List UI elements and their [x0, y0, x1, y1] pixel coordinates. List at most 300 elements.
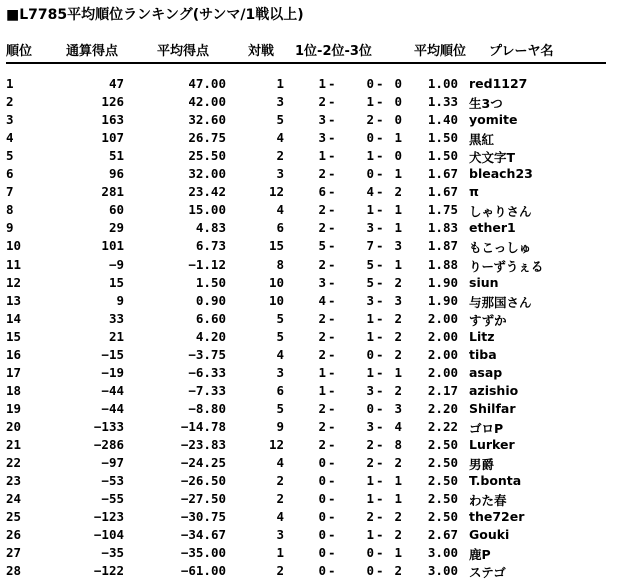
cell-first: 0 — [318, 509, 326, 525]
cell-avg: −6.33 — [188, 364, 226, 380]
cell-first: 2 — [318, 256, 326, 272]
cell-games: 3 — [276, 364, 284, 380]
cell-avg-rank: 1.33 — [427, 94, 458, 110]
cell-second: 0 — [366, 563, 374, 579]
cell-total: −44 — [101, 400, 124, 416]
cell-rank: 10 — [6, 238, 22, 254]
cell-sep: - — [328, 238, 336, 254]
cell-third: 0 — [394, 94, 402, 110]
cell-first: 2 — [318, 328, 326, 344]
cell-second: 5 — [366, 274, 374, 290]
cell-total: −9 — [108, 256, 124, 272]
cell-sep: - — [376, 148, 384, 164]
header-total: 通算得点 — [66, 44, 119, 59]
cell-rank: 24 — [6, 491, 22, 507]
cell-games: 1 — [276, 76, 284, 91]
cell-second: 0 — [366, 76, 374, 91]
cell-sep: - — [328, 274, 336, 290]
cell-player: ゴロP — [469, 420, 504, 436]
cell-sep: - — [376, 455, 384, 471]
cell-first: 2 — [318, 437, 326, 452]
cell-sep: - — [328, 130, 336, 146]
cell-rank: 5 — [6, 148, 14, 164]
cell-rank: 15 — [6, 328, 22, 344]
cell-first: 0 — [318, 527, 326, 543]
cell-rank: 17 — [6, 364, 22, 380]
cell-total: −123 — [93, 509, 124, 525]
cell-avg-rank: 1.50 — [427, 130, 458, 146]
cell-avg: −8.80 — [188, 400, 226, 416]
cell-sep: - — [376, 563, 384, 579]
cell-rank: 22 — [6, 455, 22, 471]
cell-total: −133 — [93, 418, 124, 434]
cell-rank: 18 — [6, 382, 22, 398]
table-row — [0, 491, 622, 509]
cell-sep: - — [376, 166, 384, 182]
cell-avg: −23.83 — [180, 437, 226, 452]
cell-avg-rank: 2.50 — [427, 455, 458, 471]
page-title: ■L7785平均順位ランキング(サンマ/1戦以上) — [6, 7, 304, 23]
cell-total: 21 — [108, 328, 124, 344]
cell-player: しゃりさん — [469, 204, 532, 220]
table-row — [0, 257, 622, 275]
cell-second: 1 — [366, 527, 374, 543]
cell-third: 1 — [394, 166, 402, 182]
cell-player: siun — [469, 274, 499, 290]
cell-first: 2 — [318, 400, 326, 416]
cell-first: 2 — [318, 166, 326, 182]
cell-games: 1 — [276, 545, 284, 561]
cell-second: 7 — [366, 238, 374, 254]
cell-third: 2 — [394, 184, 402, 200]
cell-sep: - — [376, 382, 384, 398]
cell-second: 1 — [366, 491, 374, 507]
cell-games: 4 — [276, 346, 284, 362]
cell-sep: - — [328, 545, 336, 561]
cell-sep: - — [328, 76, 336, 91]
table-row — [0, 148, 622, 166]
cell-player: ether1 — [469, 220, 516, 236]
cell-first: 0 — [318, 491, 326, 507]
cell-avg: −27.50 — [180, 491, 226, 507]
cell-rank: 14 — [6, 310, 22, 326]
cell-avg: 4.20 — [195, 328, 226, 344]
cell-total: −35 — [101, 545, 124, 561]
cell-third: 2 — [394, 310, 402, 326]
table-row — [0, 383, 622, 401]
cell-games: 3 — [276, 527, 284, 543]
cell-sep: - — [376, 418, 384, 434]
cell-sep: - — [376, 437, 384, 452]
cell-games: 4 — [276, 455, 284, 471]
cell-avg-rank: 1.67 — [427, 166, 458, 182]
cell-total: −19 — [101, 364, 124, 380]
cell-third: 3 — [394, 238, 402, 254]
cell-avg-rank: 2.00 — [427, 310, 458, 326]
cell-games: 12 — [268, 437, 284, 452]
cell-avg-rank: 2.00 — [427, 364, 458, 380]
cell-sep: - — [328, 112, 336, 128]
cell-sep: - — [376, 292, 384, 308]
cell-first: 2 — [318, 310, 326, 326]
cell-avg-rank: 1.50 — [427, 148, 458, 164]
cell-avg: 6.73 — [195, 238, 226, 254]
table-row — [0, 401, 622, 419]
table-row — [0, 76, 622, 94]
cell-sep: - — [328, 346, 336, 362]
cell-first: 3 — [318, 274, 326, 290]
table-row — [0, 130, 622, 148]
cell-player: bleach23 — [469, 166, 533, 182]
cell-sep: - — [376, 400, 384, 416]
cell-total: −55 — [101, 491, 124, 507]
cell-rank: 3 — [6, 112, 14, 128]
cell-total: 107 — [101, 130, 124, 146]
cell-games: 6 — [276, 220, 284, 236]
cell-third: 2 — [394, 509, 402, 525]
cell-rank: 23 — [6, 473, 22, 489]
cell-sep: - — [328, 220, 336, 236]
cell-games: 2 — [276, 148, 284, 164]
cell-avg-rank: 2.17 — [427, 382, 458, 398]
cell-avg-rank: 2.50 — [427, 491, 458, 507]
cell-player: tiba — [469, 346, 497, 362]
cell-avg: −30.75 — [180, 509, 226, 525]
cell-total: 47 — [108, 76, 124, 91]
cell-games: 5 — [276, 328, 284, 344]
cell-second: 1 — [366, 202, 374, 218]
cell-first: 0 — [318, 473, 326, 489]
cell-avg: 1.50 — [195, 274, 226, 290]
cell-player: すずか — [469, 312, 507, 328]
table-row — [0, 437, 622, 455]
cell-avg: −14.78 — [180, 418, 226, 434]
table-row — [0, 220, 622, 238]
cell-player: azishio — [469, 382, 519, 398]
cell-first: 2 — [318, 94, 326, 110]
cell-avg: 4.83 — [195, 220, 226, 236]
cell-total: 60 — [108, 202, 124, 218]
cell-total: 33 — [108, 310, 124, 326]
cell-second: 1 — [366, 310, 374, 326]
cell-avg: −1.12 — [188, 256, 226, 272]
cell-avg-rank: 3.00 — [427, 545, 458, 561]
cell-sep: - — [376, 94, 384, 110]
cell-sep: - — [376, 527, 384, 543]
cell-rank: 8 — [6, 202, 14, 218]
cell-player: the72er — [469, 509, 525, 525]
cell-player: asap — [469, 364, 503, 380]
cell-total: 29 — [108, 220, 124, 236]
cell-sep: - — [328, 473, 336, 489]
cell-avg: −7.33 — [188, 382, 226, 398]
cell-games: 3 — [276, 94, 284, 110]
cell-third: 1 — [394, 130, 402, 146]
cell-rank: 7 — [6, 184, 14, 200]
cell-total: 163 — [101, 112, 124, 128]
cell-second: 0 — [366, 130, 374, 146]
cell-games: 3 — [276, 166, 284, 182]
cell-player: π — [469, 184, 479, 200]
header-avg: 平均得点 — [157, 44, 210, 59]
cell-third: 1 — [394, 364, 402, 380]
cell-sep: - — [328, 455, 336, 471]
cell-first: 0 — [318, 455, 326, 471]
cell-total: −44 — [101, 382, 124, 398]
cell-games: 8 — [276, 256, 284, 272]
cell-second: 2 — [366, 112, 374, 128]
cell-avg: −3.75 — [188, 346, 226, 362]
table-row — [0, 184, 622, 202]
cell-total: 51 — [108, 148, 124, 164]
cell-avg: −35.00 — [180, 545, 226, 561]
cell-player: 犬文字T — [469, 150, 516, 166]
cell-total: 9 — [116, 292, 124, 308]
cell-rank: 6 — [6, 166, 14, 182]
cell-avg-rank: 2.67 — [427, 527, 458, 543]
cell-first: 5 — [318, 238, 326, 254]
cell-avg: 0.90 — [195, 292, 226, 308]
table-row — [0, 311, 622, 329]
cell-second: 3 — [366, 292, 374, 308]
cell-avg: 6.60 — [195, 310, 226, 326]
cell-first: 2 — [318, 346, 326, 362]
cell-first: 2 — [318, 418, 326, 434]
cell-avg-rank: 1.90 — [427, 292, 458, 308]
cell-games: 2 — [276, 473, 284, 489]
cell-first: 0 — [318, 563, 326, 579]
cell-sep: - — [328, 400, 336, 416]
header-places: 1位-2位-3位 — [295, 44, 372, 59]
header-games: 対戦 — [248, 44, 275, 59]
cell-player: 鹿P — [469, 547, 491, 563]
table-row — [0, 527, 622, 545]
cell-avg-rank: 2.22 — [427, 418, 458, 434]
cell-games: 12 — [268, 184, 284, 200]
cell-second: 0 — [366, 545, 374, 561]
cell-first: 0 — [318, 545, 326, 561]
cell-second: 0 — [366, 346, 374, 362]
cell-third: 2 — [394, 328, 402, 344]
cell-third: 2 — [394, 346, 402, 362]
cell-second: 3 — [366, 418, 374, 434]
cell-games: 9 — [276, 418, 284, 434]
cell-sep: - — [328, 418, 336, 434]
header-avg-rank: 平均順位 — [414, 44, 467, 59]
cell-second: 1 — [366, 94, 374, 110]
cell-third: 1 — [394, 545, 402, 561]
cell-second: 4 — [366, 184, 374, 200]
cell-avg-rank: 1.40 — [427, 112, 458, 128]
cell-rank: 9 — [6, 220, 14, 236]
cell-rank: 21 — [6, 437, 22, 452]
cell-sep: - — [328, 509, 336, 525]
table-row — [0, 94, 622, 112]
cell-first: 3 — [318, 130, 326, 146]
cell-games: 2 — [276, 563, 284, 579]
cell-avg: 26.75 — [188, 130, 226, 146]
cell-third: 2 — [394, 274, 402, 290]
cell-sep: - — [376, 491, 384, 507]
cell-sep: - — [376, 238, 384, 254]
cell-games: 5 — [276, 310, 284, 326]
cell-games: 4 — [276, 509, 284, 525]
cell-games: 5 — [276, 112, 284, 128]
cell-avg-rank: 1.67 — [427, 184, 458, 200]
cell-avg: 25.50 — [188, 148, 226, 164]
cell-total: 101 — [101, 238, 124, 254]
cell-total: −286 — [93, 437, 124, 452]
cell-third: 3 — [394, 292, 402, 308]
table-row — [0, 238, 622, 256]
cell-player: わた春 — [469, 493, 507, 509]
cell-sep: - — [376, 112, 384, 128]
cell-sep: - — [376, 202, 384, 218]
cell-total: −122 — [93, 563, 124, 579]
cell-avg-rank: 1.83 — [427, 220, 458, 236]
cell-second: 0 — [366, 400, 374, 416]
cell-avg: 15.00 — [188, 202, 226, 218]
cell-avg-rank: 1.88 — [427, 256, 458, 272]
cell-first: 4 — [318, 292, 326, 308]
cell-player: Litz — [469, 328, 495, 344]
cell-third: 8 — [394, 437, 402, 452]
cell-avg: 32.60 — [188, 112, 226, 128]
header-divider — [6, 62, 606, 64]
cell-sep: - — [328, 256, 336, 272]
cell-games: 10 — [268, 292, 284, 308]
cell-avg: 32.00 — [188, 166, 226, 182]
cell-sep: - — [328, 202, 336, 218]
header-player: プレーヤ名 — [489, 44, 554, 59]
cell-rank: 26 — [6, 527, 22, 543]
cell-avg-rank: 2.00 — [427, 328, 458, 344]
cell-avg-rank: 1.00 — [427, 76, 458, 91]
cell-games: 2 — [276, 491, 284, 507]
cell-sep: - — [376, 76, 384, 91]
cell-sep: - — [328, 491, 336, 507]
cell-second: 2 — [366, 455, 374, 471]
cell-sep: - — [328, 364, 336, 380]
cell-rank: 4 — [6, 130, 14, 146]
cell-rank: 13 — [6, 292, 22, 308]
header-rank: 順位 — [6, 44, 33, 59]
cell-avg-rank: 2.50 — [427, 509, 458, 525]
cell-avg-rank: 1.87 — [427, 238, 458, 254]
table-row — [0, 545, 622, 563]
cell-sep: - — [328, 563, 336, 579]
cell-third: 1 — [394, 256, 402, 272]
cell-sep: - — [328, 148, 336, 164]
cell-rank: 2 — [6, 94, 14, 110]
cell-total: 126 — [101, 94, 124, 110]
table-row — [0, 293, 622, 311]
cell-rank: 11 — [6, 256, 22, 272]
cell-player: yomite — [469, 112, 518, 128]
cell-first: 6 — [318, 184, 326, 200]
cell-total: −53 — [101, 473, 124, 489]
cell-player: red1127 — [469, 76, 528, 91]
table-row — [0, 347, 622, 365]
table-row — [0, 166, 622, 184]
cell-avg-rank: 2.20 — [427, 400, 458, 416]
cell-rank: 27 — [6, 545, 22, 561]
cell-player: 黒紅 — [469, 132, 495, 148]
cell-sep: - — [328, 437, 336, 452]
cell-avg-rank: 2.00 — [427, 346, 458, 362]
cell-avg-rank: 1.75 — [427, 202, 458, 218]
cell-first: 3 — [318, 112, 326, 128]
cell-third: 1 — [394, 473, 402, 489]
cell-games: 5 — [276, 400, 284, 416]
cell-player: T.bonta — [469, 473, 522, 489]
cell-games: 6 — [276, 382, 284, 398]
cell-third: 2 — [394, 527, 402, 543]
cell-player: Gouki — [469, 527, 510, 543]
cell-sep: - — [376, 256, 384, 272]
cell-third: 2 — [394, 455, 402, 471]
cell-player: 与那国さん — [469, 294, 532, 310]
cell-third: 3 — [394, 400, 402, 416]
cell-sep: - — [376, 545, 384, 561]
table-row — [0, 419, 622, 437]
cell-rank: 16 — [6, 346, 22, 362]
cell-third: 1 — [394, 202, 402, 218]
table-row — [0, 112, 622, 130]
cell-avg: −61.00 — [180, 563, 226, 579]
cell-second: 1 — [366, 473, 374, 489]
cell-sep: - — [376, 473, 384, 489]
cell-player: りーずうぇる — [469, 258, 544, 274]
cell-games: 15 — [268, 238, 284, 254]
cell-sep: - — [328, 166, 336, 182]
cell-rank: 28 — [6, 563, 22, 579]
cell-sep: - — [376, 274, 384, 290]
cell-third: 2 — [394, 563, 402, 579]
table-row — [0, 455, 622, 473]
table-row — [0, 329, 622, 347]
cell-rank: 19 — [6, 400, 22, 416]
cell-player: 男爵 — [469, 457, 495, 473]
cell-rank: 25 — [6, 509, 22, 525]
cell-total: −97 — [101, 455, 124, 471]
cell-sep: - — [328, 382, 336, 398]
cell-games: 10 — [268, 274, 284, 290]
cell-third: 1 — [394, 220, 402, 236]
cell-sep: - — [376, 220, 384, 236]
cell-second: 3 — [366, 220, 374, 236]
cell-first: 1 — [318, 76, 326, 91]
cell-total: −15 — [101, 346, 124, 362]
cell-avg: 47.00 — [188, 76, 226, 91]
cell-second: 1 — [366, 328, 374, 344]
cell-player: ステゴ — [469, 565, 506, 581]
cell-sep: - — [376, 310, 384, 326]
cell-second: 1 — [366, 148, 374, 164]
cell-avg-rank: 1.90 — [427, 274, 458, 290]
cell-sep: - — [376, 328, 384, 344]
cell-player: Lurker — [469, 437, 515, 452]
cell-third: 0 — [394, 76, 402, 91]
cell-sep: - — [328, 310, 336, 326]
cell-first: 2 — [318, 220, 326, 236]
cell-rank: 12 — [6, 274, 22, 290]
cell-second: 1 — [366, 364, 374, 380]
cell-player: Shilfar — [469, 400, 516, 416]
cell-second: 2 — [366, 437, 374, 452]
cell-sep: - — [328, 328, 336, 344]
cell-sep: - — [328, 184, 336, 200]
